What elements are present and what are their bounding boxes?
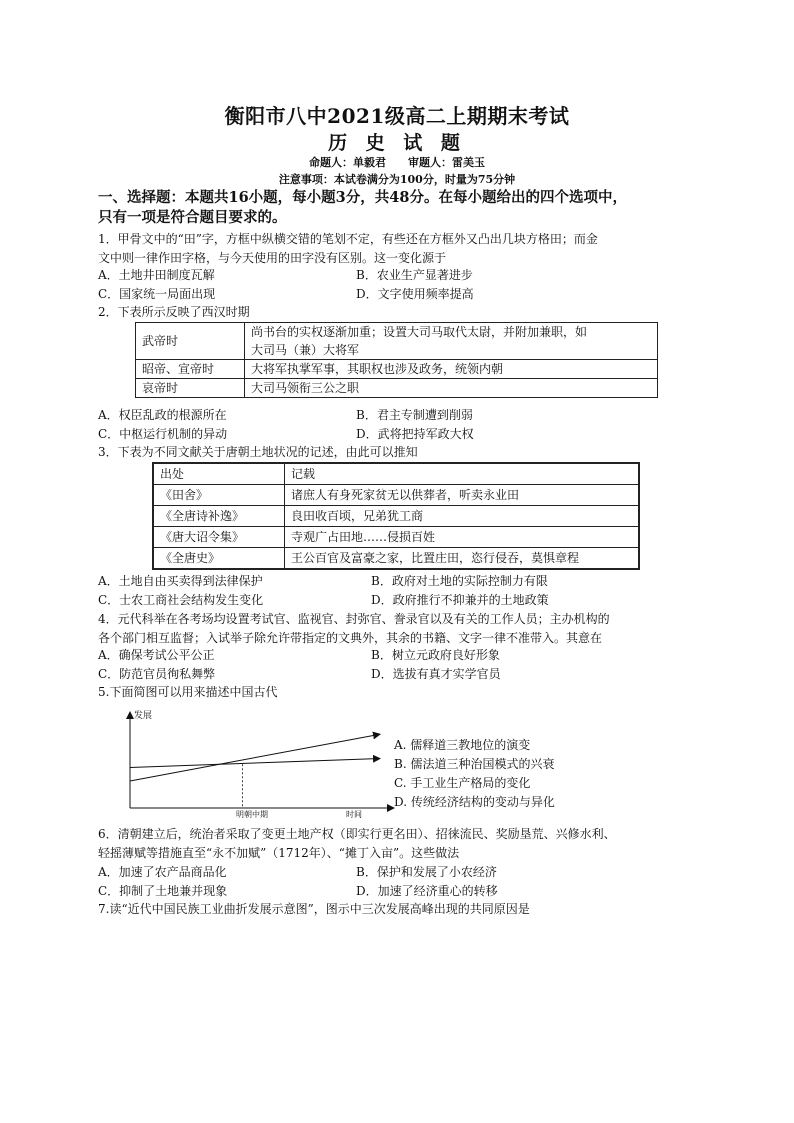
question-1-line1: 1．甲骨文中的“田”字，方框中纵横交错的笔划不定，有些还在方框外又凸出几块方格田；而金: [98, 232, 598, 246]
table-cell: 王公百官及富豪之家，比置庄田，恣行侵吞，莫惧章程: [285, 548, 640, 570]
q1-option-d: D．文字使用频率提高: [356, 287, 474, 301]
q5-option-b: B. 儒法道三种治国模式的兴衰: [394, 757, 555, 771]
table-cell: 《田舍》: [153, 485, 285, 506]
q2-option-a: A．权臣乱政的根源所在: [98, 408, 227, 422]
table-row: [153, 485, 639, 506]
q3-table: [152, 462, 640, 570]
q6-option-c: C．抑制了土地兼并现象: [98, 884, 228, 898]
question-6-line2: 轻摇薄赋等措施直至“永不加赋”（1712年）、“摊丁入亩”。这些做法: [98, 846, 460, 860]
table-row: [153, 548, 639, 570]
table-cell-line: 尚书台的实权逐渐加重；设置大司马取代太尉，并附加兼职，如: [251, 325, 588, 339]
table-cell: 大将军执掌军事，其职权也涉及政务，统领内朝: [245, 360, 658, 379]
table-cell: 昭帝、宣帝时: [136, 360, 245, 379]
chart-marker-label: 明朝中期: [236, 810, 268, 818]
q5-options: [394, 736, 555, 812]
section-heading-line1: 一、选择题：本题共16小题，每小题3分，共48分。在每小题给出的四个选项中，: [98, 189, 627, 206]
table-cell: [245, 323, 658, 360]
table-header-source: 出处: [153, 463, 285, 485]
q3-option-a: A．土地自由买卖得到法律保护: [98, 574, 263, 588]
table-row: [136, 323, 658, 360]
chart-series-line-rising: [130, 734, 380, 781]
question-3-stem: 3．下表为不同文献关于唐朝土地状况的记述，由此可以推知: [98, 445, 418, 459]
table-header-row: [153, 463, 639, 485]
question-6: [98, 825, 698, 863]
table-cell: 哀帝时: [136, 379, 245, 398]
q1-option-c: C．国家统一局面出现: [98, 287, 216, 301]
q6-option-b: B．保护和发展了小农经济: [356, 865, 497, 879]
q5-chart: [118, 708, 398, 818]
q2-option-c: C．中枢运行机制的异动: [98, 427, 228, 441]
q4-option-c: C．防范官员徇私舞弊: [98, 667, 216, 681]
q3-option-d: D．政府推行不抑兼并的土地政策: [371, 593, 549, 607]
q4-option-d: D．选拔有真才实学官员: [371, 667, 501, 681]
question-1-line2: 文中则一律作田字格，与今天使用的田字没有区别。这一变化源于: [98, 251, 447, 265]
table-cell-line: 大司马（兼）大将军: [251, 343, 360, 357]
section-heading: [98, 188, 698, 228]
question-4-line2: 各个部门相互监督；入试举子除允许带指定的文典外，其余的书籍、文字一律不准带入。其意在: [98, 631, 603, 645]
question-4-line1: 4．元代科举在各考场均设置考试官、监视官、封弥官、誊录官以及有关的工作人员；主办机构的: [98, 612, 610, 626]
table-header-record: 记载: [285, 463, 640, 485]
table-cell: 《全唐诗补逸》: [153, 506, 285, 527]
chart-series-line-flat: [130, 759, 380, 768]
q2-option-d: D．武将把持军政大权: [356, 427, 474, 441]
q3-option-b: B．政府对土地的实际控制力有限: [371, 574, 548, 588]
table-row: [153, 527, 639, 548]
table-cell: 《唐大诏令集》: [153, 527, 285, 548]
q5-option-a: A. 儒释道三教地位的演变: [394, 738, 531, 752]
question-7-stem: 7.读“近代中国民族工业曲折发展示意图”，图示中三次发展高峰出现的共同原因是: [98, 902, 530, 916]
table-cell: 武帝时: [136, 323, 245, 360]
question-2-stem: 2．下表所示反映了西汉时期: [98, 305, 250, 319]
table-row: [136, 360, 658, 379]
q2-option-b: B．君主专制遭到削弱: [356, 408, 473, 422]
exam-title: 衡阳市八中2021级高二上期期末考试: [224, 104, 570, 128]
table-cell: 良田收百顷，兄弟犹工商: [285, 506, 640, 527]
table-row: [153, 506, 639, 527]
q6-option-d: D．加速了经济重心的转移: [356, 884, 498, 898]
subject-title: 历 史 试 题: [328, 132, 466, 154]
table-cell: 诸庶人有身死家贫无以供葬者，听卖永业田: [285, 485, 640, 506]
chart-y-label: 发展: [134, 711, 153, 721]
q6-option-a: A．加速了农产品商品化: [98, 865, 227, 879]
question-6-line1: 6．清朝建立后，统治者采取了变更土地产权（即实行更名田）、招徕流民、奖励垦荒、兴修水利、: [98, 827, 616, 841]
q3-option-c: C．士农工商社会结构发生变化: [98, 593, 264, 607]
table-cell: 大司马领衔三公之职: [245, 379, 658, 398]
notice-line: 注意事项：本试卷满分为100分，时量为75分钟: [278, 173, 516, 186]
section-heading-line2: 只有一项是符合题目要求的。: [98, 209, 287, 226]
table-row: [136, 379, 658, 398]
table-cell: 《全唐史》: [153, 548, 285, 570]
table-cell: 寺观广占田地……侵损百姓: [285, 527, 640, 548]
question-4: [98, 610, 698, 648]
q4-option-b: B．树立元政府良好形象: [371, 648, 500, 662]
q1-option-b: B．农业生产显著进步: [356, 268, 473, 282]
q4-option-a: A．确保考试公平公正: [98, 648, 215, 662]
question-5-stem: 5.下面简图可以用来描述中国古代: [98, 685, 278, 699]
q1-option-a: A．土地井田制度瓦解: [98, 268, 215, 282]
q5-option-c: C. 手工业生产格局的变化: [394, 776, 531, 790]
chart-x-label: 时间: [346, 810, 362, 818]
authors-line: 命题人：单毅君 审题人：雷美玉: [309, 156, 485, 169]
q2-table: [135, 322, 658, 398]
q5-option-d: D. 传统经济结构的变动与异化: [394, 795, 555, 809]
question-1: [98, 230, 698, 268]
